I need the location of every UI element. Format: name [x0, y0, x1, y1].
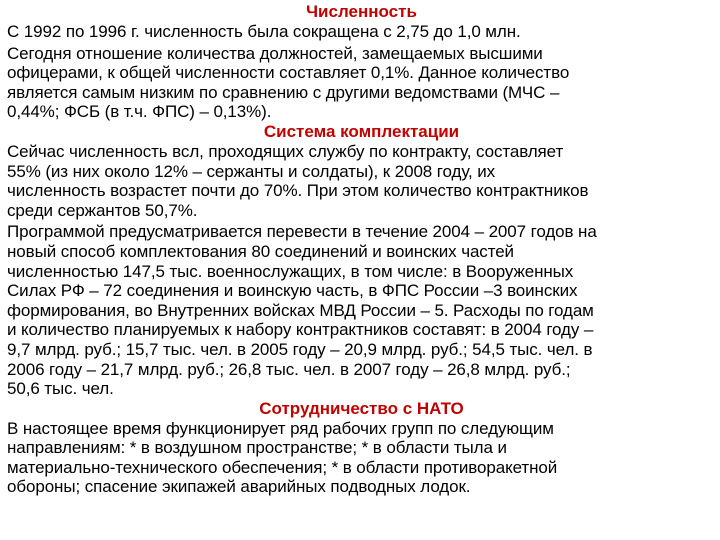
paragraph-officers-ratio [7, 44, 716, 122]
text-line: Сегодня отношение количества должностей, замещаемых высшими [7, 43, 543, 63]
text-line: обороны; спасение экипажей аварийных подводных лодок. [7, 477, 471, 497]
text-line: 2006 году – 21,7 млрд. руб.; 26,8 тыс. чел. в 2007 году – 26,8 млрд. руб.; [7, 359, 571, 379]
text-line: 55% (из них около 12% – сержанты и солдаты), к 2008 году, их [7, 161, 496, 181]
text-line: Программой предусматривается перевести в течение 2004 – 2007 годов на [7, 222, 597, 242]
text-line: 9,7 млрд. руб.; 15,7 тыс. чел. в 2005 году – 20,9 млрд. руб.; 54,5 тыс. чел. в [7, 339, 593, 359]
text-line: формирования, во Внутренних войсках МВД России – 5. Расходы по годам [7, 300, 594, 320]
text-line: 0,44%; ФСБ (в т.ч. ФПС) – 0,13%). [7, 102, 272, 122]
heading-strength: Численность [306, 2, 417, 21]
text-line: С 1992 по 1996 г. численность была сокращена с 2,75 до 1,0 млн. [7, 22, 521, 41]
paragraph-contract-service [7, 142, 716, 220]
paragraph-working-groups [7, 419, 716, 497]
text-line: является самым низким по сравнению с другими ведомствами (МЧС – [7, 82, 560, 102]
heading-recruitment-system: Система комплектации [263, 121, 460, 141]
text-line: среди сержантов 50,7%. [7, 200, 198, 220]
text-line: численность возрастет почти до 70%. При этом количество контрактников [7, 181, 589, 201]
paragraph-program [7, 222, 716, 398]
text-line: Силах РФ – 72 соединения и воинскую часть, в ФПС России –3 воинских [7, 281, 578, 301]
text-line: и количество планируемых к набору контрактников составят: в 2004 году – [7, 320, 594, 340]
text-line: численностью 147,5 тыс. военнослужащих, в том числе: в Вооруженных [7, 261, 574, 281]
text-line: Сейчас численность всл, проходящих службу по контракту, составляет [7, 141, 564, 161]
text-line: В настоящее время функционирует ряд рабочих групп по следующим [7, 418, 554, 438]
text-line: 50,6 тыс. чел. [7, 379, 114, 399]
text-line: материально-технического обеспечения; * в области противоракетной [7, 457, 558, 477]
text-line: офицерами, к общей численности составляет 0,1%. Данное количество [7, 63, 570, 83]
text-line: новый способ комплектования 80 соединений и воинских частей [7, 241, 514, 261]
paragraph-reduction [7, 22, 716, 42]
heading-nato-cooperation: Сотрудничество с НАТО [259, 398, 464, 418]
text-line: направлениям: * в воздушном пространстве; * в области тыла и [7, 438, 507, 458]
